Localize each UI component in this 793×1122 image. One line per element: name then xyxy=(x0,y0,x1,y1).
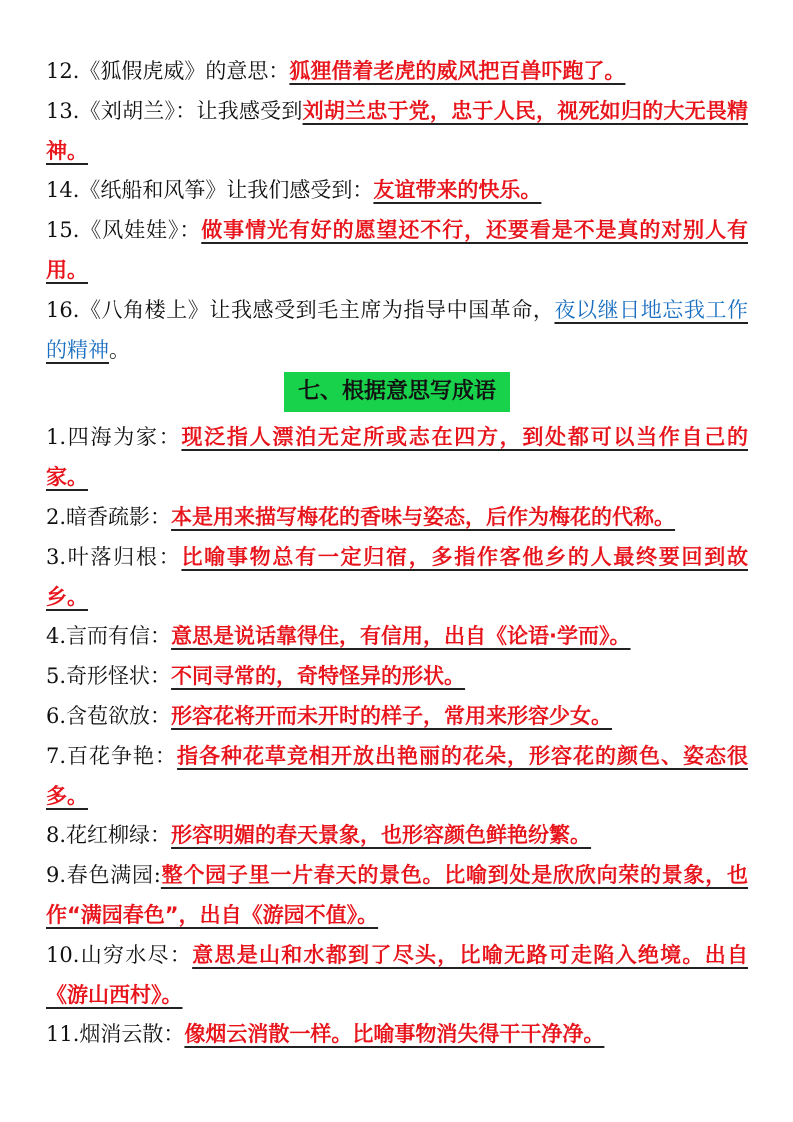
answer-text: 夜以继日地忘我工作的精神 xyxy=(46,297,749,362)
item-suffix: 。 xyxy=(109,337,130,362)
idiom-term: 言而有信： xyxy=(66,624,172,649)
item-number: 14. xyxy=(46,178,80,203)
section-heading-row xyxy=(46,372,748,418)
idiom-term: 奇形怪状： xyxy=(66,664,172,689)
item-number: 13. xyxy=(46,98,80,123)
item-number: 6. xyxy=(46,703,67,728)
answer-text: 像烟云消散一样。比喻事物消失得干干净净。 xyxy=(184,1022,605,1047)
item-number: 5. xyxy=(46,664,67,689)
answer-text: 形容花将开而未开时的样子，常用来形容少女。 xyxy=(171,703,613,728)
answer-item-12 xyxy=(46,52,748,92)
idiom-item-7 xyxy=(46,737,748,817)
idiom-item-6 xyxy=(46,697,748,737)
document-page xyxy=(46,52,748,1055)
idiom-term: 含苞欲放： xyxy=(66,703,172,728)
answer-text: 不同寻常的，奇特怪异的形状。 xyxy=(171,664,466,689)
idiom-term: 百花争艳： xyxy=(66,743,178,768)
item-prefix: 《狐假虎威》的意思： xyxy=(79,59,290,83)
item-prefix: 《风娃娃》： xyxy=(79,218,202,243)
item-prefix: 《八角楼上》让我感受到毛主席为指导中国革命， xyxy=(79,297,555,322)
answer-text: 比喻事物总有一定归宿，多指作客他乡的人最终要回到故乡。 xyxy=(46,544,748,609)
item-number: 9. xyxy=(46,863,67,888)
answer-text: 做事情光有好的愿望还不行，还要看是不是真的对别人有用。 xyxy=(46,218,748,282)
answer-text: 本是用来描写梅花的香味与姿态，后作为梅花的代称。 xyxy=(171,504,676,529)
idiom-item-8 xyxy=(46,816,748,856)
answer-text: 意思是山和水都到了尽头，比喻无路可走陷入绝境。出自《游山西村》。 xyxy=(46,942,748,1007)
idiom-term: 山穷水尽： xyxy=(79,942,193,967)
idiom-term: 叶落归根： xyxy=(66,544,182,569)
idiom-item-3 xyxy=(46,538,748,618)
idiom-term: 四海为家： xyxy=(66,425,182,450)
item-prefix: 《刘胡兰》：让我感受到 xyxy=(79,98,303,123)
idiom-item-9 xyxy=(46,856,748,936)
idiom-item-1 xyxy=(46,418,748,498)
idiom-term: 春色满园: xyxy=(66,863,161,888)
item-number: 10. xyxy=(46,942,80,967)
answer-text: 刘胡兰忠于党，忠于人民，视死如归的大无畏精神。 xyxy=(46,98,749,163)
item-number: 2. xyxy=(46,504,67,529)
idiom-term: 花红柳绿： xyxy=(66,823,172,848)
item-number: 15. xyxy=(46,218,80,243)
idiom-item-2 xyxy=(46,498,748,538)
answer-item-14 xyxy=(46,171,748,211)
answer-text: 形容明媚的春天景象，也形容颜色鲜艳纷繁。 xyxy=(171,823,592,848)
answer-text: 友谊带来的快乐。 xyxy=(373,178,542,203)
item-number: 12. xyxy=(46,59,80,83)
item-number: 1. xyxy=(46,425,67,450)
item-number: 11. xyxy=(46,1022,80,1047)
answer-text: 现泛指人漂泊无定所或志在四方，到处都可以当作自己的家。 xyxy=(46,425,748,490)
answer-item-16 xyxy=(46,291,748,371)
item-number: 16. xyxy=(46,297,80,322)
item-number: 3. xyxy=(46,544,67,569)
answer-text: 意思是说话靠得住，有信用，出自《论语·学而》。 xyxy=(171,624,631,649)
item-number: 7. xyxy=(46,743,67,768)
idiom-item-5 xyxy=(46,657,748,697)
item-number: 4. xyxy=(46,624,67,649)
item-number: 8. xyxy=(46,823,67,848)
idiom-item-10 xyxy=(46,936,748,1016)
section-heading: 七、根据意思写成语 xyxy=(284,372,510,412)
answer-item-15 xyxy=(46,211,748,291)
idiom-term: 暗香疏影： xyxy=(66,504,172,529)
item-prefix: 《纸船和风筝》让我们感受到： xyxy=(79,178,374,203)
idiom-item-11 xyxy=(46,1015,748,1055)
answer-text: 指各种花草竞相开放出艳丽的花朵，形容花的颜色、姿态很多。 xyxy=(46,743,749,808)
idiom-term: 烟消云散： xyxy=(79,1022,185,1047)
answer-text: 狐狸借着老虎的威风把百兽吓跑了。 xyxy=(289,59,626,83)
idiom-item-4 xyxy=(46,617,748,657)
answer-text: 整个园子里一片春天的景色。比喻到处是欣欣向荣的景象，也作“满园春色”，出自《游园不值》。 xyxy=(46,863,749,927)
answer-item-13 xyxy=(46,92,748,172)
